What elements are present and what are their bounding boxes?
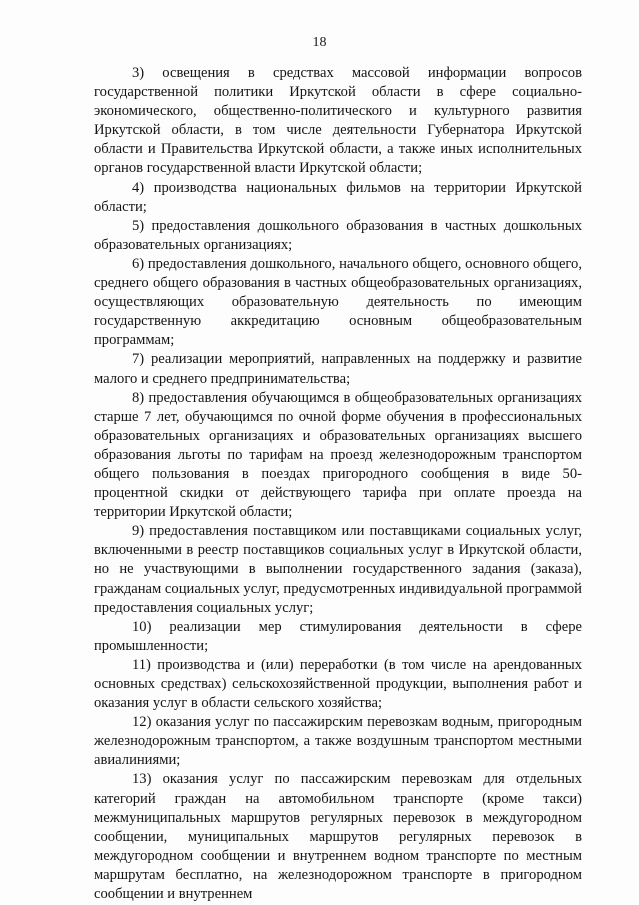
paragraph-13: 13) оказания услуг по пассажирским перевозкам для отдельных категорий граждан на автомобильном транспорте (кроме такси) межмуниципальных маршрутов регулярных перевозок в междугородном сообщении, муниципальных маршрутов регулярных перевозок в междугородном сообщении и внутреннем водном транспорте по местным маршрутам бесплатно, на железнодорожном транспорте в пригородном сообщении и внутреннем (94, 771, 582, 903)
paragraph-12: 12) оказания услуг по пассажирским перевозкам водным, пригородным железнодорожным транспортом, а также воздушным транспортом местными авиалиниями; (94, 714, 582, 769)
paragraph-4: 4) производства национальных фильмов на территории Иркутской области; (94, 179, 582, 215)
page-number: 18 (312, 35, 327, 50)
paragraph-8: 8) предоставления обучающимся в общеобразовательных организациях старше 7 лет, обучающимся по очной форме обучения в профессиональных образовательных организациях и образовательных организациях высшего образования льготы по тарифам на проезд железнодорожным транспортом общего пользования в поездах пригородного сообщения в виде 50-процентной скидки от действующего тарифа при оплате проезда на территории Иркутской области; (94, 389, 582, 521)
document-body (94, 64, 582, 904)
paragraph-11: 11) производства и (или) переработки (в том числе на арендованных основных средствах) сельскохозяйственной продукции, выполнения работ и оказания услуг в области сельского хозяйства; (94, 656, 582, 712)
paragraph-10: 10) реализации мер стимулирования деятельности в сфере промышленности; (94, 618, 582, 654)
paragraph-9: 9) предоставления поставщиком или поставщиками социальных услуг, включенными в реестр поставщиков социальных услуг в Иркутской области, но не участвующими в выполнении государственного задания (заказа), гражданам социальных услуг, предусмотренных индивидуальной программой предоставления социальных услуг; (94, 523, 582, 616)
paragraph-3: 3) освещения в средствах массовой информации вопросов государственной политики Иркутской области в сфере социально-экономического, общественно-политического и культурного развития Иркутской области, в том числе деятельности Губернатора Иркутской области и Правительства Иркутской области, а также иных исполнительных органов государственной власти Иркутской области; (94, 65, 582, 177)
paragraph-5: 5) предоставления дошкольного образования в частных дошкольных образовательных организациях; (94, 217, 582, 253)
paragraph-6: 6) предоставления дошкольного, начального общего, основного общего, среднего общего образования в частных общеобразовательных организациях, осуществляющих образовательную деятельность по имеющим государственную аккредитацию основным общеобразовательным программам; (94, 255, 582, 349)
paragraph-7: 7) реализации мероприятий, направленных на поддержку и развитие малого и среднего предпринимательства; (94, 351, 582, 387)
